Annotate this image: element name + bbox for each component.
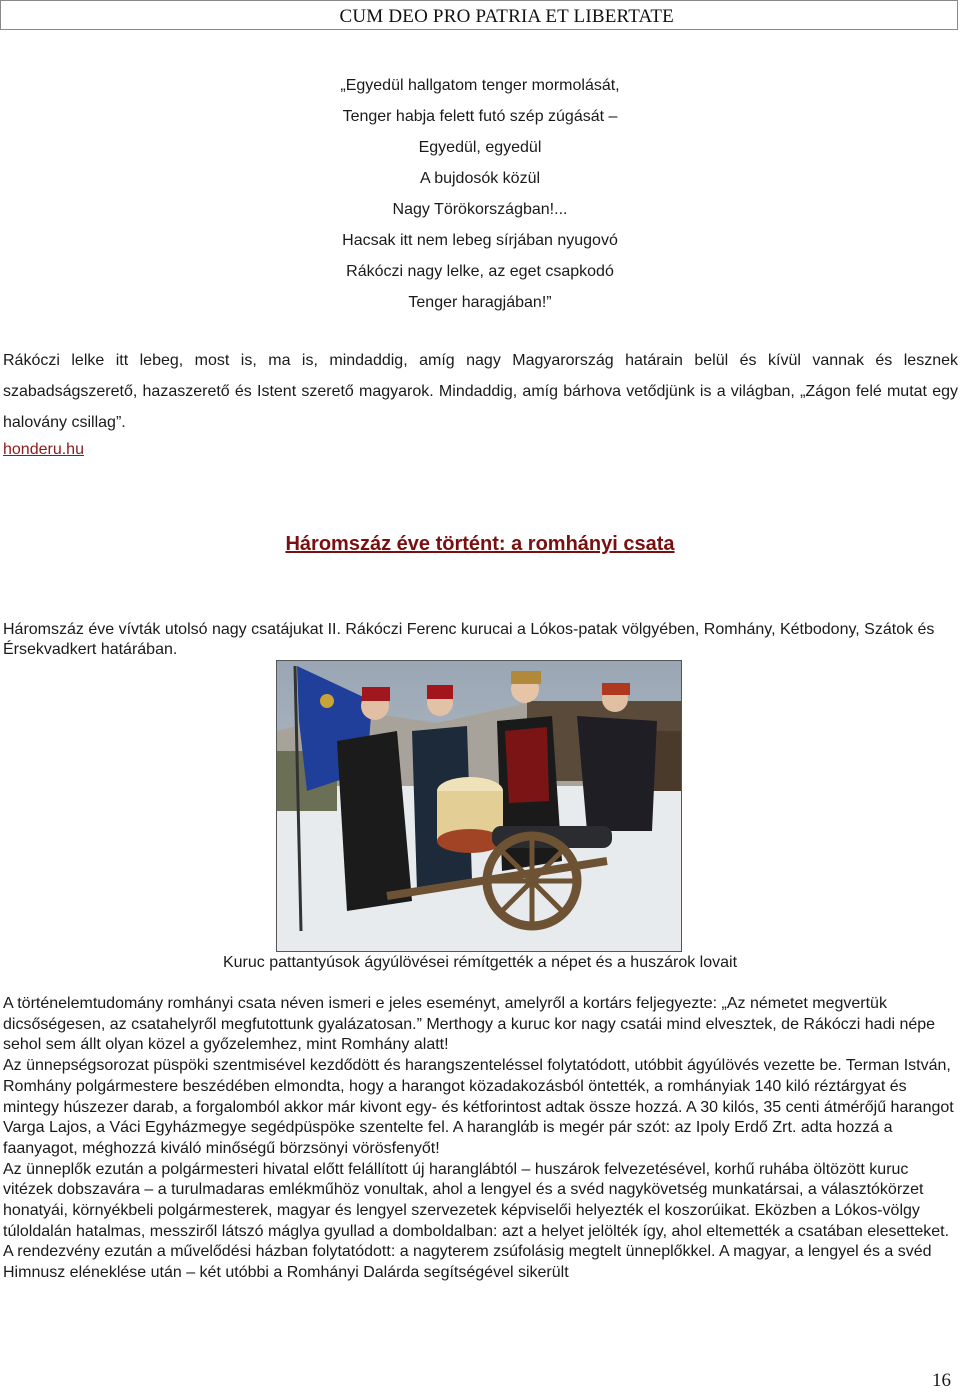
running-header xyxy=(0,0,958,30)
body-paragraph: A rendezvény ezután a művelődési házban folytatódott: a nagyterem zsúfolásig megtelt ünneplőkkel. A magyar, a lengyel és a svéd Himnusz eléneklése után – két utóbbi a Romhányi Dalárda segítségével sikerült xyxy=(3,1243,932,1282)
page-number: 16 xyxy=(932,1370,951,1391)
poem-line: Tenger haragjában!” xyxy=(408,294,552,311)
poem-line: „Egyedül hallgatom tenger mormolását, xyxy=(340,77,620,94)
poem-line: A bujdosók közül xyxy=(419,170,541,187)
source-link[interactable]: honderu.hu xyxy=(3,441,84,458)
article-body xyxy=(3,994,958,1284)
intro-paragraph: Háromszáz éve vívták utolsó nagy csatájukat II. Rákóczi Ferenc kurucai a Lókos-patak völgyében, Romhány, Kétbodony, Szátok és Érsekvadkert határában. xyxy=(3,621,935,658)
poem-line: Nagy Törökországban!... xyxy=(392,201,568,218)
paragraph-rakoczi: Rákóczi lelke itt lebeg, most is, ma is, mindaddig, amíg nagy Magyarország határain belül és kívül vannak és lesznek szabadságszerető, hazaszerető és Istent szerető magyarok. Mindaddig, amíg bárhova vetődjünk is a világban, „Zágon felé mutat egy halovány csillag”. xyxy=(3,352,958,431)
poem xyxy=(0,70,960,318)
body-paragraph: Az ünneplők ezután a polgármesteri hivatal előtt felállított új haranglábtól – huszárok felvezetésével, korhű ruhába öltözött kuruc vitézek dobszavára – a turulmadaras emlékműhöz vonultak, ahol a lengyel és a svéd nagykövetség munkatársai, a választókörzet honatyái, környékbeli polgármesterek, magyar és lengyel szervezetek képviselői helyezték el koszorúikat. Eközben a Lókos-völgy túloldalán hatalmas, messziről látszó máglya gyullad a domboldalban: azt a helyet jelölték így, ahol eltemették a csatában elesetteket. xyxy=(3,1160,950,1240)
poem-line: Egyedül, egyedül xyxy=(418,139,542,156)
photo-caption: Kuruc pattantyúsok ágyúlövései rémítgették a népet és a huszárok lovait xyxy=(222,954,738,971)
poem-line: Tenger habja felett futó szép zúgását – xyxy=(342,108,618,125)
body-paragraph: Az ünnepségsorozat püspöki szentmisével kezdődött és harangszenteléssel folytatódott, utóbbit ágyúlövés vezette be. Terman István, Romhány polgármestere beszédében elmondta, hogy a harangot közadakozásból öntették, a romhányiak 140 kiló réztárgyat és mintegy húszezer darab, a forgalomból akkor már kivont egy- és kétforintost adtak össze hozzá. A 30 kilós, 35 centi átmérőjű harangot Varga Lajos, a Váci Egyházmegye segédpüspöke szentelte fel. A haranglάb is megér pár szót: az Ipoly Erdő Zrt. adta hozzá a faanyagot, méghozzá kiváló minőségű börzsönyi vörösfenyőt! xyxy=(3,1057,954,1157)
header-title: CUM DEO PRO PATRIA ET LIBERTATE xyxy=(339,6,674,27)
body-paragraph: A történelemtudomány romhányi csata néven ismeri e jeles eseményt, amelyről a kortárs feljegyezte: „Az németet megvertük dicsőségesen, az csatahelyről megfutottunk gyalázatosan.” Merthogy a kuruc kor nagy csatái mind elvesztek, de Rákóczi hadi népe sehol sem állt olyan közel a győzelemhez, mint Romhány alatt! xyxy=(3,995,936,1054)
kuruc-soldiers-photo xyxy=(276,660,682,952)
section-title: Háromszáz éve történt: a romhányi csata xyxy=(285,533,675,555)
poem-line: Rákóczi nagy lelke, az eget csapkodó xyxy=(346,263,614,280)
poem-line: Hacsak itt nem lebeg sírjában nyugovó xyxy=(342,232,618,249)
